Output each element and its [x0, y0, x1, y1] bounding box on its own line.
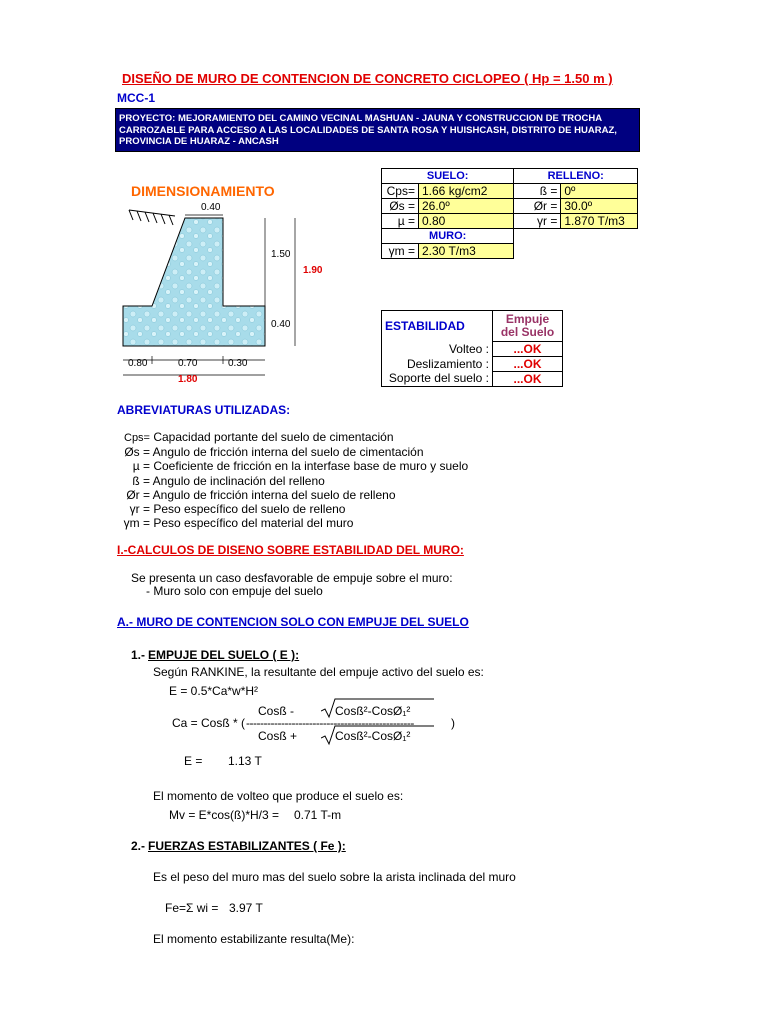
sub1-title: EMPUJE DEL SUELO ( E ): — [148, 648, 300, 662]
wall-section — [123, 218, 265, 346]
muro-header: MURO: — [382, 229, 514, 244]
relleno-value[interactable]: 30.0º — [561, 199, 638, 214]
stability-col-header: Empuje del Suelo — [493, 311, 563, 342]
relleno-value[interactable]: 0º — [561, 184, 638, 199]
mv-text: El momento de volteo que produce el suelo es: — [153, 789, 404, 803]
suelo-value[interactable]: 1.66 kg/cm2 — [419, 184, 514, 199]
suelo-label: µ = — [382, 214, 419, 229]
stability-status: ...OK — [493, 341, 563, 356]
mv-formula: Mv = E*cos(ß)*H/3 = — [169, 808, 280, 822]
abbreviation-key: Ør = — [126, 487, 150, 502]
stability-label: Soporte del suelo : — [382, 371, 493, 386]
wall-code: MCC-1 — [117, 91, 155, 105]
abbreviation-text: Coeficiente de fricción en la interfase base de muro y suelo — [153, 459, 469, 474]
fe-value: 3.97 T — [229, 901, 263, 915]
abbreviation-text: Peso específico del material del muro — [153, 516, 354, 531]
section-i-heading: I.-CALCULOS DE DISENO SOBRE ESTABILIDAD DEL MURO: — [117, 543, 464, 557]
sub2-title: FUERZAS ESTABILIZANTES ( Fe ): — [148, 839, 346, 853]
abbreviation-item — [120, 474, 468, 488]
abbreviation-item — [120, 502, 468, 516]
stability-status: ...OK — [493, 356, 563, 371]
stability-table — [381, 310, 563, 387]
dim-mid: 0.70 — [178, 358, 198, 369]
relleno-label: ß = — [514, 184, 561, 199]
rankine-text: Según RANKINE, la resultante del empuje activo del suelo es: — [153, 665, 484, 679]
abbreviation-key: Cps= — [124, 432, 150, 444]
mv-value: 0.71 T-m — [294, 808, 342, 822]
dim-total-height: 1.90 — [303, 265, 323, 276]
ca-rhs: ) — [451, 716, 455, 730]
relleno-header: RELLENO: — [514, 169, 638, 184]
abbreviations-heading: ABREVIATURAS UTILIZADAS: — [117, 403, 291, 417]
dim-top-width: 0.40 — [201, 202, 221, 213]
suelo-header: SUELO: — [382, 169, 514, 184]
abbreviation-text: Angulo de fricción interna del suelo de relleno — [152, 487, 396, 502]
suelo-label: Cps= — [382, 184, 419, 199]
abbreviation-key: Øs = — [124, 445, 150, 460]
dim-toe: 0.80 — [128, 358, 148, 369]
muro-label: γm = — [382, 244, 419, 259]
abbreviation-item — [120, 459, 468, 473]
section-i-line2: - Muro solo con empuje del suelo — [146, 584, 323, 598]
ca-denominator-left: Cosß + — [258, 729, 298, 743]
project-banner: PROYECTO: MEJORAMIENTO DEL CAMINO VECINAL MASHUAN - JAUNA Y CONSTRUCCION DE TROCHA CARROZABLE PARA ACCESO A LAS LOCALIDADES DE SANTA ROSA Y HUISHCASH, DISTRITO DE HUARAZ, PROVINCIA DE HUARAZ - ANCASH — [115, 108, 640, 152]
suelo-value[interactable]: 0.80 — [419, 214, 514, 229]
sub2-number: 2.- — [131, 839, 146, 853]
stability-header: ESTABILIDAD — [382, 311, 493, 342]
stability-label: Deslizamiento : — [382, 356, 493, 371]
dim-stem-height: 1.50 — [271, 249, 291, 260]
relleno-label: Ør = — [514, 199, 561, 214]
e-label: E = — [184, 754, 203, 768]
page-title: DISEÑO DE MURO DE CONTENCION DE CONCRETO CICLOPEO ( Hp = 1.50 m ) — [122, 71, 613, 86]
stability-status: ...OK — [493, 371, 563, 386]
abbreviation-key: γr = — [129, 502, 150, 517]
me-text: El momento estabilizante resulta(Me): — [153, 932, 355, 946]
suelo-value[interactable]: 26.0º — [419, 199, 514, 214]
fe-formula: Fe=Σ wi = — [165, 901, 219, 915]
e-value: 1.13 T — [228, 754, 262, 768]
abbreviation-item — [120, 430, 468, 445]
ca-fraction-bar: ------------------------------------------------ — [246, 716, 414, 730]
abbreviation-text: Capacidad portante del suelo de cimentación — [153, 430, 394, 444]
abbreviation-key: γm = — [123, 516, 150, 531]
section-i-line1: Se presenta un caso desfavorable de empuje sobre el muro: — [131, 571, 453, 585]
soil-hatch-icon — [129, 210, 175, 225]
abbreviation-item — [120, 488, 468, 502]
relleno-value[interactable]: 1.870 T/m3 — [561, 214, 638, 229]
suelo-label: Øs = — [382, 199, 419, 214]
dimensionamiento-heading: DIMENSIONAMIENTO — [131, 183, 275, 199]
stability-label: Volteo : — [382, 341, 493, 356]
ca-lhs: Ca = Cosß * ( — [172, 716, 246, 730]
relleno-label: γr = — [514, 214, 561, 229]
parameters-table — [381, 168, 638, 259]
abbreviation-item — [120, 445, 468, 459]
abbreviation-text: Angulo de fricción interna del suelo de cimentación — [152, 445, 424, 460]
abbreviation-text: Peso específico del suelo de relleno — [153, 502, 346, 517]
dim-heel: 0.30 — [228, 358, 248, 369]
dim-base-thickness: 0.40 — [271, 319, 291, 330]
formula-e: E = 0.5*Ca*w*H² — [169, 684, 259, 698]
sub1-number: 1.- — [131, 648, 146, 662]
ca-numerator-root: Cosß²-CosØ₁² — [335, 704, 411, 718]
abbreviations-list — [120, 430, 468, 530]
abbreviation-key: ß = — [132, 473, 150, 488]
abbreviation-key: µ = — [132, 459, 150, 474]
ca-numerator-left: Cosß - — [258, 704, 294, 718]
dim-total-width: 1.80 — [178, 374, 198, 385]
abbreviation-item — [120, 516, 468, 530]
section-a-heading: A.- MURO DE CONTENCION SOLO CON EMPUJE DEL SUELO — [117, 615, 469, 629]
muro-value[interactable]: 2.30 T/m3 — [419, 244, 514, 259]
ca-denominator-root: Cosß²-CosØ₁² — [335, 729, 411, 743]
abbreviation-text: Angulo de inclinación del relleno — [152, 473, 325, 488]
fe-text: Es el peso del muro mas del suelo sobre la arista inclinada del muro — [153, 870, 516, 884]
